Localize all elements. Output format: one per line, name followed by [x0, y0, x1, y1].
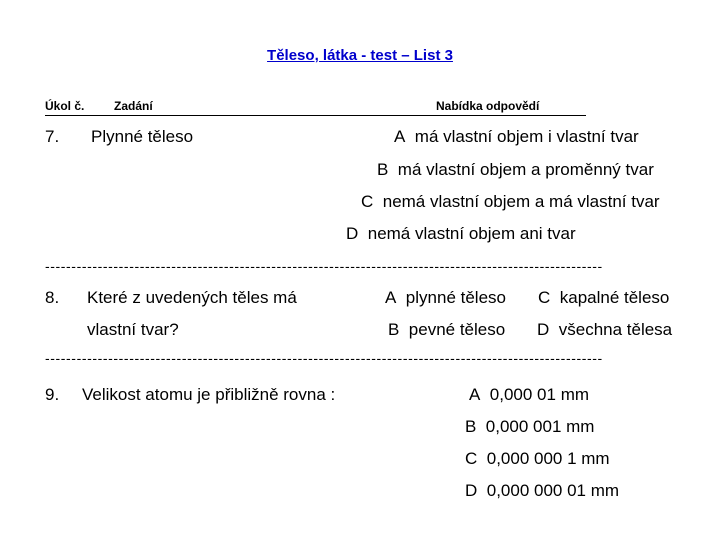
- option-text: kapalné těleso: [559, 288, 670, 307]
- option-text: nemá vlastní objem ani tvar: [367, 224, 576, 243]
- option-letter: D: [346, 224, 359, 243]
- q8-option-c: [538, 288, 669, 308]
- option-letter: A: [385, 288, 397, 307]
- option-letter: D: [537, 320, 550, 339]
- q9-option-a: [469, 385, 589, 405]
- q9-option-b: [465, 417, 594, 437]
- option-text: nemá vlastní objem a má vlastní tvar: [382, 192, 660, 211]
- q7-option-b: [377, 160, 654, 180]
- option-letter: C: [465, 449, 478, 468]
- separator-line: ----------------------------------------------------------------------------------------------------------: [45, 350, 603, 366]
- option-text: 0,000 001 mm: [485, 417, 595, 436]
- q9-option-c: [465, 449, 610, 469]
- option-text: má vlastní objem a proměnný tvar: [397, 160, 654, 179]
- page-title: Těleso, látka - test – List 3: [267, 47, 453, 64]
- header-task-number: Úkol č.: [45, 99, 85, 113]
- option-letter: B: [377, 160, 389, 179]
- q9-option-d: [465, 481, 619, 501]
- q8-text-line1: Které z uvedených těles má: [87, 288, 297, 307]
- option-text: 0,000 000 1 mm: [486, 449, 610, 468]
- option-letter: C: [361, 192, 374, 211]
- q8-number: 8.: [45, 288, 60, 307]
- option-text: má vlastní objem i vlastní tvar: [414, 127, 639, 146]
- q7-text: Plynné těleso: [91, 127, 194, 146]
- option-letter: D: [465, 481, 478, 500]
- header-underline: [45, 115, 586, 116]
- option-text: všechna tělesa: [558, 320, 673, 339]
- q9-number: 9.: [45, 385, 60, 404]
- option-letter: A: [394, 127, 406, 146]
- option-text: plynné těleso: [405, 288, 506, 307]
- option-text: 0,000 01 mm: [489, 385, 590, 404]
- option-letter: B: [388, 320, 400, 339]
- q9-text: Velikost atomu je přibližně rovna :: [82, 385, 336, 404]
- header-answers: Nabídka odpovědí: [436, 99, 540, 113]
- q7-option-d: [346, 224, 576, 244]
- q8-option-b: [388, 320, 505, 340]
- option-letter: A: [469, 385, 481, 404]
- q8-text-line2: vlastní tvar?: [87, 320, 179, 339]
- q7-option-c: [361, 192, 660, 212]
- q7-number: 7.: [45, 127, 60, 146]
- separator-line: ----------------------------------------------------------------------------------------------------------: [45, 258, 603, 274]
- q8-option-d: [537, 320, 672, 340]
- option-text: 0,000 000 01 mm: [486, 481, 620, 500]
- option-text: pevné těleso: [408, 320, 506, 339]
- header-assignment: Zadání: [114, 99, 153, 113]
- option-letter: B: [465, 417, 477, 436]
- option-letter: C: [538, 288, 551, 307]
- q8-option-a: [385, 288, 506, 308]
- q7-option-a: [394, 127, 639, 147]
